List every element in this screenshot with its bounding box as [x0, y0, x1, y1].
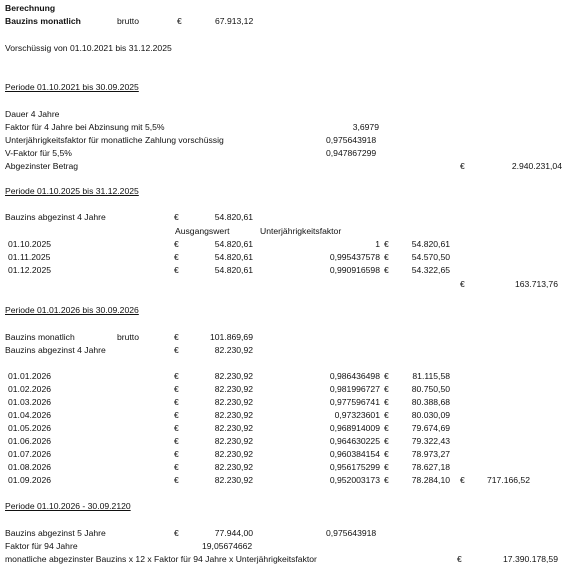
row-date: 01.02.2026	[8, 384, 52, 394]
row-factor: 0,952003173	[329, 475, 380, 485]
row-currency-2: €	[384, 462, 389, 472]
p2-bauzins-value: 54.820,61	[214, 212, 253, 222]
p4-total: 17.390.178,59	[503, 554, 558, 564]
row-base: 82.230,92	[214, 410, 253, 420]
row-date: 01.06.2026	[8, 436, 52, 446]
row-currency: €	[174, 462, 179, 472]
row-date: 01.01.2026	[8, 371, 52, 381]
p3-total-currency: €	[460, 475, 465, 485]
row-base: 54.820,61	[214, 239, 253, 249]
row-base: 82.230,92	[214, 423, 253, 433]
period-4-title: Periode 01.10.2026 - 30.09.2120	[5, 501, 131, 511]
p3-total: 717.166,52	[486, 475, 530, 485]
row-result: 54.322,65	[411, 265, 450, 275]
bauzins-label: Bauzins monatlich	[5, 16, 81, 26]
row-currency: €	[174, 252, 179, 262]
row-base: 54.820,61	[214, 265, 253, 275]
p2-column-ausgangswert: Ausgangswert	[175, 226, 230, 236]
row-result: 78.973,27	[411, 449, 450, 459]
p3-bauzins-label: Bauzins monatlich	[5, 332, 75, 342]
row-currency-2: €	[384, 423, 389, 433]
row-date: 01.07.2026	[8, 449, 52, 459]
period-1-title: Periode 01.10.2021 bis 30.09.2025	[5, 82, 139, 92]
p3-bauzins-type: brutto	[117, 332, 139, 342]
row-result: 78.627,18	[411, 462, 450, 472]
bauzins-value: 67.913,12	[215, 16, 254, 26]
row-date: 01.04.2026	[8, 410, 52, 420]
period-3-title: Periode 01.01.2026 bis 30.09.2026	[5, 305, 139, 315]
p1-ujf-value: 0,975643918	[326, 135, 377, 145]
p2-total-currency: €	[460, 279, 465, 289]
row-factor: 0,995437578	[329, 252, 380, 262]
row-base: 82.230,92	[214, 384, 253, 394]
document-title: Berechnung	[5, 3, 56, 13]
row-result: 80.388,68	[411, 397, 450, 407]
p3-bauzins-value: 101.869,69	[209, 332, 253, 342]
p3-abgezinst-currency: €	[174, 345, 179, 355]
p1-faktor-value: 3,6979	[352, 122, 379, 132]
row-currency: €	[174, 410, 179, 420]
p2-bauzins-label: Bauzins abgezinst 4 Jahre	[5, 212, 106, 222]
p1-dauer: Dauer 4 Jahre	[5, 109, 60, 119]
row-base: 82.230,92	[214, 371, 253, 381]
row-currency-2: €	[384, 475, 389, 485]
row-base: 82.230,92	[214, 475, 253, 485]
row-currency-2: €	[384, 265, 389, 275]
period-2-title: Periode 01.10.2025 bis 31.12.2025	[5, 186, 139, 196]
row-currency-2: €	[384, 410, 389, 420]
row-date: 01.11.2025	[8, 252, 51, 262]
row-base: 82.230,92	[214, 397, 253, 407]
bauzins-currency: €	[177, 16, 182, 26]
row-factor: 0,960384154	[329, 449, 380, 459]
row-factor: 0,964630225	[329, 436, 380, 446]
row-currency-2: €	[384, 371, 389, 381]
bauzins-type: brutto	[117, 16, 139, 26]
row-base: 82.230,92	[214, 449, 253, 459]
row-date: 01.09.2026	[8, 475, 52, 485]
row-date: 01.03.2026	[8, 397, 52, 407]
row-currency: €	[174, 423, 179, 433]
row-currency-2: €	[384, 252, 389, 262]
row-factor: 0,977596741	[329, 397, 380, 407]
row-currency: €	[174, 449, 179, 459]
row-factor: 0,981996727	[329, 384, 380, 394]
row-currency-2: €	[384, 239, 389, 249]
p3-abgezinst-label: Bauzins abgezinst 4 Jahre	[5, 345, 106, 355]
p4-bauzins-label: Bauzins abgezinst 5 Jahre	[5, 528, 106, 538]
row-factor: 0,97323601	[334, 410, 380, 420]
row-currency: €	[174, 475, 179, 485]
p1-vf-label: V-Faktor für 5,5%	[5, 148, 72, 158]
row-result: 80.030,09	[411, 410, 450, 420]
row-factor: 0,986436498	[329, 371, 380, 381]
row-currency-2: €	[384, 397, 389, 407]
row-result: 54.570,50	[411, 252, 450, 262]
row-factor: 0,968914009	[329, 423, 380, 433]
row-result: 79.674,69	[411, 423, 450, 433]
p1-abgezinst-value: 2.940.231,04	[511, 161, 562, 171]
row-currency: €	[174, 384, 179, 394]
row-currency-2: €	[384, 384, 389, 394]
p1-abgezinst-currency: €	[460, 161, 465, 171]
row-result: 81.115,58	[412, 371, 450, 381]
p4-bauzins-value: 77.944,00	[214, 528, 253, 538]
row-currency: €	[174, 371, 179, 381]
row-factor: 1	[375, 239, 380, 249]
row-date: 01.10.2025	[8, 239, 52, 249]
p1-abgezinst-label: Abgezinster Betrag	[5, 161, 79, 171]
p2-total: 163.713,76	[514, 279, 558, 289]
row-result: 79.322,43	[411, 436, 450, 446]
p2-bauzins-currency: €	[174, 212, 179, 222]
p4-formula-label: monatliche abgezinster Bauzins x 12 x Faktor für 94 Jahre x Unterjährigkeitsfaktor	[5, 554, 317, 564]
row-date: 01.08.2026	[8, 462, 52, 472]
row-date: 01.05.2026	[8, 423, 52, 433]
p4-bauzins-currency: €	[174, 528, 179, 538]
p4-faktor-label: Faktor für 94 Jahre	[5, 541, 78, 551]
row-base: 54.820,61	[214, 252, 253, 262]
row-currency-2: €	[384, 449, 389, 459]
p4-faktor-value: 19,05674662	[202, 541, 253, 551]
p1-vf-value: 0,947867299	[326, 148, 377, 158]
row-base: 82.230,92	[214, 462, 253, 472]
row-factor: 0,956175299	[329, 462, 380, 472]
vorschuessig-note: Vorschüssig von 01.10.2021 bis 31.12.2025	[5, 43, 172, 53]
p4-total-currency: €	[457, 554, 462, 564]
p3-bauzins-currency: €	[174, 332, 179, 342]
row-currency: €	[174, 397, 179, 407]
p3-abgezinst-value: 82.230,92	[214, 345, 253, 355]
row-result: 78.284,10	[411, 475, 450, 485]
row-currency: €	[174, 265, 179, 275]
row-result: 80.750,50	[411, 384, 450, 394]
p2-column-ujf: Unterjährigkeitsfaktor	[260, 226, 342, 236]
p4-bauzins-factor: 0,975643918	[326, 528, 377, 538]
row-base: 82.230,92	[214, 436, 253, 446]
row-currency-2: €	[384, 436, 389, 446]
row-factor: 0,990916598	[329, 265, 380, 275]
row-currency: €	[174, 239, 179, 249]
row-date: 01.12.2025	[8, 265, 52, 275]
row-result: 54.820,61	[411, 239, 450, 249]
p1-ujf-label: Unterjährigkeitsfaktor für monatliche Zahlung vorschüssig	[5, 135, 224, 145]
p1-faktor-label: Faktor für 4 Jahre bei Abzinsung mit 5,5%	[5, 122, 165, 132]
row-currency: €	[174, 436, 179, 446]
